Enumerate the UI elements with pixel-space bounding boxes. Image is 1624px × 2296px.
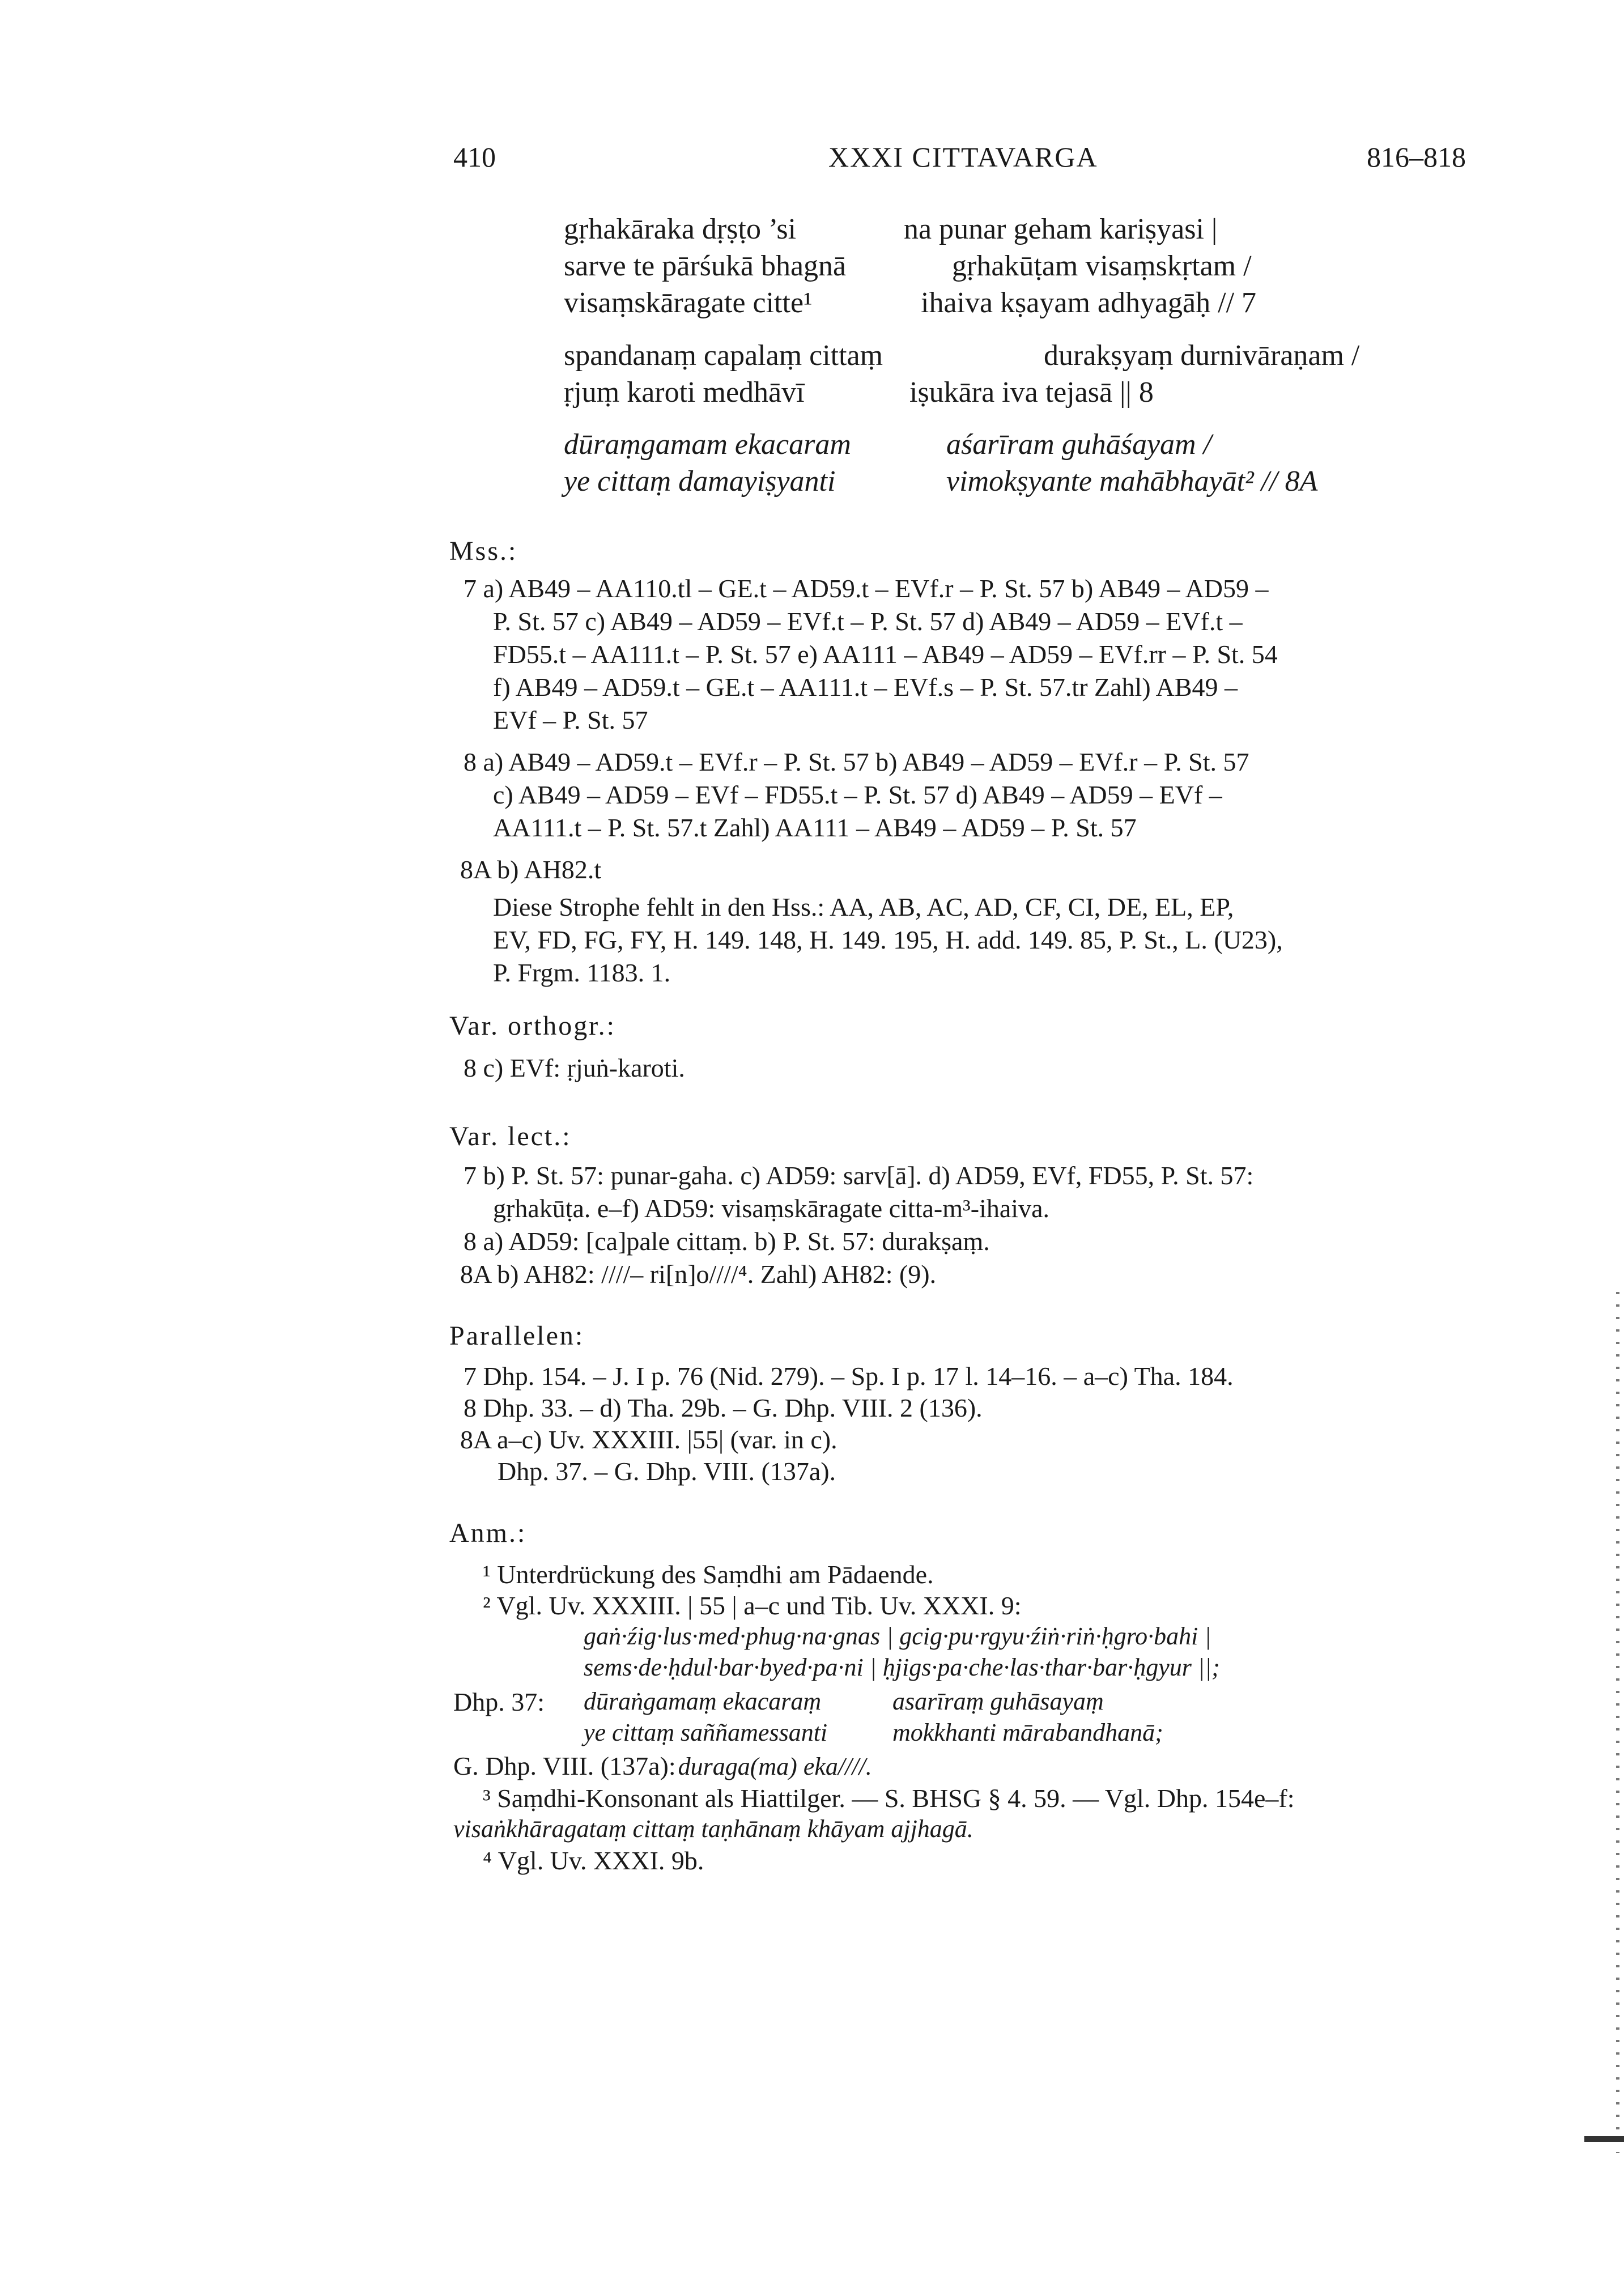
mss-line: f) AB49 – AD59.t – GE.t – AA111.t – EVf.s – P. St. 57.tr Zahl) AB49 – xyxy=(493,673,1238,701)
var-lect-line: 8 a) AD59: [ca]pale cittaṃ. b) P. St. 57: durakṣaṃ. xyxy=(464,1227,990,1256)
dhp-37-verse: dūraṅgamaṃ ekacaraṃ xyxy=(584,1687,822,1715)
var-lect-line: gṛhakūṭa. e–f) AD59: visaṃskāragate citta-m³-ihaiva. xyxy=(493,1194,1049,1223)
running-title: XXXI CITTAVARGA xyxy=(828,141,1098,173)
footnote-1: ¹ Unterdrückung des Saṃdhi am Pādaende. xyxy=(483,1560,934,1589)
g-dhp-line xyxy=(453,1751,872,1781)
verse-line-a: spandanaṃ capalaṃ cittaṃ xyxy=(564,339,883,372)
verse-line-a: dūraṃgamam ekacaram xyxy=(564,428,851,461)
mss-line: P. Frgm. 1183. 1. xyxy=(493,958,671,987)
mss-line: c) AB49 – AD59 – EVf – FD55.t – P. St. 57 d) AB49 – AD59 – EVf – xyxy=(493,780,1222,809)
mss-line: P. St. 57 c) AB49 – AD59 – EVf.t – P. St. 57 d) AB49 – AD59 – EVf.t – xyxy=(493,607,1243,636)
mss-line: AA111.t – P. St. 57.t Zahl) AA111 – AB49 – AD59 – P. St. 57 xyxy=(493,813,1137,842)
verse-line-b: iṣukāra iva tejasā || 8 xyxy=(909,376,1154,409)
mss-heading: Mss.: xyxy=(449,536,518,566)
g-dhp-label: G. Dhp. VIII. (137a): xyxy=(453,1751,676,1780)
parallelen-heading: Parallelen: xyxy=(449,1321,585,1351)
footnote-3: ³ Saṃdhi-Konsonant als Hiattilger. — S. BHSG § 4. 59. — Vgl. Dhp. 154e–f: xyxy=(483,1784,1295,1813)
verse-range: 816–818 xyxy=(1367,141,1466,173)
verse-line-a: ye cittaṃ damayiṣyanti xyxy=(564,465,836,498)
mss-line: EVf – P. St. 57 xyxy=(493,705,648,734)
dhp-37-verse: mokkhanti mārabandhanā; xyxy=(892,1719,1163,1746)
footnote-2: ² Vgl. Uv. XXXIII. | 55 | a–c und Tib. Uv. XXXI. 9: xyxy=(483,1591,1022,1620)
dhp-37-label: Dhp. 37: xyxy=(453,1687,545,1716)
parallel-line: 8 Dhp. 33. – d) Tha. 29b. – G. Dhp. VIII. 2 (136). xyxy=(464,1393,983,1422)
footnote-3-quote: visaṅkhāragataṃ cittaṃ taṇhānaṃ khāyam ajjhagā. xyxy=(453,1815,973,1843)
verse-line-b: durakṣyaṃ durnivāraṇam / xyxy=(1044,339,1360,372)
g-dhp-text: duraga(ma) eka////. xyxy=(678,1753,872,1780)
var-lect-line: 7 b) P. St. 57: punar-gaha. c) AD59: sarv[ā]. d) AD59, EVf, FD55, P. St. 57: xyxy=(464,1161,1254,1190)
mss-line: Diese Strophe fehlt in den Hss.: AA, AB, AC, AD, CF, CI, DE, EL, EP, xyxy=(493,892,1234,921)
parallel-line: 8A a–c) Uv. XXXIII. |55| (var. in c). xyxy=(460,1425,837,1454)
var-orthogr-line: 8 c) EVf: ṛjuṅ-karoti. xyxy=(464,1053,685,1082)
mss-line: FD55.t – AA111.t – P. St. 57 e) AA111 – AB49 – AD59 – EVf.rr – P. St. 54 xyxy=(493,640,1278,669)
verse-line-b: ihaiva kṣayam adhyagāḥ // 7 xyxy=(921,287,1257,319)
verse-line-a: sarve te pārśukā bhagnā xyxy=(564,250,847,282)
verse-line-b: gṛhakūṭam visaṃskṛtam / xyxy=(952,250,1252,282)
tibetan-line: sems·de·ḥdul·bar·byed·pa·ni | ḥjigs·pa·che·las·thar·bar·ḥgyur ||; xyxy=(584,1653,1220,1681)
verse-line-a: gṛhakāraka dṛṣṭo ’si xyxy=(564,213,797,245)
parallel-line: 7 Dhp. 154. – J. I p. 76 (Nid. 279). – Sp. I p. 17 l. 14–16. – a–c) Tha. 184. xyxy=(464,1362,1234,1391)
dhp-37-verse: ye cittaṃ saññamessanti xyxy=(584,1719,828,1746)
var-orthogr-heading: Var. orthogr.: xyxy=(449,1011,616,1041)
mss-line: EV, FD, FG, FY, H. 149. 148, H. 149. 195, H. add. 149. 85, P. St., L. (U23), xyxy=(493,925,1283,954)
scan-edge-mark xyxy=(1584,2136,1624,2142)
mss-line: 8A b) AH82.t xyxy=(460,855,602,884)
var-lect-line: 8A b) AH82: ////– ri[n]o////⁴. Zahl) AH82: (9). xyxy=(460,1260,937,1289)
anm-heading: Anm.: xyxy=(449,1518,527,1548)
dhp-37-verse: asarīraṃ guhāsayaṃ xyxy=(892,1687,1104,1715)
var-lect-heading: Var. lect.: xyxy=(449,1121,572,1151)
verse-line-b: vimokṣyante mahābhayāt² // 8A xyxy=(946,465,1318,498)
verse-line-a: visaṃskāragate citte¹ xyxy=(564,287,813,319)
verse-line-a: ṛjuṃ karoti medhāvī xyxy=(564,376,805,409)
verse-line-b: na punar geham kariṣyasi | xyxy=(904,213,1218,245)
mss-line: 8 a) AB49 – AD59.t – EVf.r – P. St. 57 b) AB49 – AD59 – EVf.r – P. St. 57 xyxy=(464,747,1249,776)
mss-line: 7 a) AB49 – AA110.tl – GE.t – AD59.t – EVf.r – P. St. 57 b) AB49 – AD59 – xyxy=(464,574,1269,603)
tibetan-line: gaṅ·źig·lus·med·phug·na·gnas | gcig·pu·rgyu·źiṅ·riṅ·ḥgro·bahi | xyxy=(584,1622,1211,1650)
scan-edge-marks xyxy=(1616,1292,1619,2153)
verse-line-b: aśarīram guhāśayam / xyxy=(946,428,1212,461)
page-number: 410 xyxy=(453,141,496,173)
parallel-line: Dhp. 37. – G. Dhp. VIII. (137a). xyxy=(498,1457,836,1486)
footnote-4: ⁴ Vgl. Uv. XXXI. 9b. xyxy=(483,1846,704,1875)
